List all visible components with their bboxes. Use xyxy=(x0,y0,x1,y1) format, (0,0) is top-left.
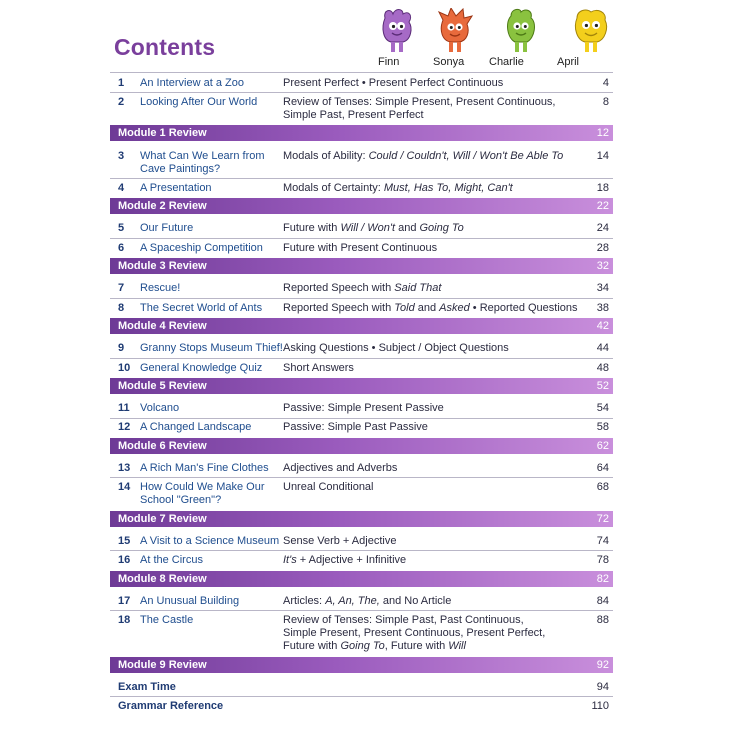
unit-title: A Rich Man's Fine Clothes xyxy=(140,462,269,474)
unit-page: 4 xyxy=(602,77,609,89)
unit-page: 74 xyxy=(596,535,609,547)
unit-title: Our Future xyxy=(140,222,194,234)
review-page: 82 xyxy=(596,573,609,585)
unit-grammar: Modals of Certainty: Must, Has To, Might, Can't xyxy=(283,182,513,194)
unit-number: 17 xyxy=(118,595,131,607)
unit-number: 2 xyxy=(118,96,125,108)
footer-page: 110 xyxy=(591,700,609,712)
unit-grammar: Short Answers xyxy=(283,362,354,374)
review-label: Module 4 Review xyxy=(118,320,207,332)
review-label: Module 8 Review xyxy=(118,573,207,585)
unit-grammar: Reported Speech with Told and Asked • Reported Questions xyxy=(283,302,578,314)
unit-grammar: Future with Will / Won't and Going To xyxy=(283,222,464,234)
unit-page: 34 xyxy=(596,282,609,294)
unit-number: 5 xyxy=(118,222,125,234)
unit-number: 15 xyxy=(118,535,131,547)
character-name: April xyxy=(557,56,580,68)
footer-exam-time xyxy=(118,681,613,694)
charlie-mascot-icon xyxy=(503,8,539,54)
review-label: Module 9 Review xyxy=(118,659,207,671)
unit-number: 8 xyxy=(118,302,125,314)
review-page: 32 xyxy=(596,260,609,272)
table-top-rule xyxy=(110,72,613,73)
unit-grammar: Modals of Ability: Could / Couldn't, Will / Won't Be Able To xyxy=(283,150,564,162)
review-page: 62 xyxy=(596,440,609,452)
review-label: Module 3 Review xyxy=(118,260,207,272)
unit-title: A Changed Landscape xyxy=(140,421,252,433)
unit-number: 1 xyxy=(118,77,125,89)
unit-grammar: Asking Questions • Subject / Object Questions xyxy=(283,342,509,354)
unit-page: 14 xyxy=(596,150,609,162)
character-name: Sonya xyxy=(433,56,465,68)
review-page: 52 xyxy=(596,380,609,392)
mascot-characters xyxy=(365,8,625,66)
review-page: 22 xyxy=(596,200,609,212)
unit-number: 12 xyxy=(118,421,131,433)
review-page: 42 xyxy=(596,320,609,332)
footer-label: Grammar Reference xyxy=(118,700,224,712)
review-page: 12 xyxy=(596,127,609,139)
unit-grammar: Present Perfect • Present Perfect Continuous xyxy=(283,77,504,89)
unit-page: 18 xyxy=(596,182,609,194)
unit-page: 58 xyxy=(596,421,609,433)
footer-label: Exam Time xyxy=(118,681,176,693)
unit-title: A Visit to a Science Museum xyxy=(140,535,280,547)
review-band-7 xyxy=(110,511,613,527)
review-band-5 xyxy=(110,378,613,394)
character-charlie xyxy=(489,8,549,66)
row-rule xyxy=(110,358,613,359)
row-rule xyxy=(110,477,613,478)
unit-number: 9 xyxy=(118,342,125,354)
review-label: Module 1 Review xyxy=(118,127,207,139)
unit-number: 6 xyxy=(118,242,125,254)
unit-number: 18 xyxy=(118,614,131,626)
unit-page: 84 xyxy=(596,595,609,607)
unit-title: General Knowledge Quiz xyxy=(140,362,263,374)
unit-page: 48 xyxy=(596,362,609,374)
review-label: Module 2 Review xyxy=(118,200,207,212)
unit-grammar: Review of Tenses: Simple Present, Present Continuous, Simple Past, Present Perfect xyxy=(283,96,556,121)
review-label: Module 7 Review xyxy=(118,513,207,525)
unit-number: 3 xyxy=(118,150,125,162)
footer-grammar-reference xyxy=(118,700,613,713)
review-label: Module 6 Review xyxy=(118,440,207,452)
unit-number: 7 xyxy=(118,282,125,294)
unit-page: 38 xyxy=(596,302,609,314)
unit-title: Looking After Our World xyxy=(140,96,258,108)
unit-title: At the Circus xyxy=(140,554,203,566)
unit-title: The Secret World of Ants xyxy=(140,302,263,314)
unit-grammar: Sense Verb + Adjective xyxy=(283,535,397,547)
review-band-3 xyxy=(110,258,613,274)
review-band-8 xyxy=(110,571,613,587)
unit-title: Rescue! xyxy=(140,282,181,294)
review-band-1 xyxy=(110,125,613,141)
unit-title: Granny Stops Museum Thief! xyxy=(140,342,283,354)
unit-title: How Could We Make Our School "Green"? xyxy=(140,481,265,506)
unit-number: 4 xyxy=(118,182,125,194)
unit-number: 13 xyxy=(118,462,131,474)
unit-title: A Presentation xyxy=(140,182,212,194)
unit-grammar: It's + Adjective + Infinitive xyxy=(283,554,407,566)
unit-grammar: Unreal Conditional xyxy=(283,481,374,493)
unit-grammar: Future with Present Continuous xyxy=(283,242,438,254)
review-band-4 xyxy=(110,318,613,334)
unit-grammar: Passive: Simple Present Passive xyxy=(283,402,444,414)
unit-grammar: Articles: A, An, The, and No Article xyxy=(283,595,452,607)
unit-page: 64 xyxy=(596,462,609,474)
unit-title: The Castle xyxy=(140,614,194,626)
unit-title: An Unusual Building xyxy=(140,595,240,607)
unit-title: A Spaceship Competition xyxy=(140,242,263,254)
review-page: 92 xyxy=(596,659,609,671)
character-name: Finn xyxy=(378,56,400,68)
unit-page: 54 xyxy=(596,402,609,414)
character-finn xyxy=(365,8,425,66)
row-rule xyxy=(110,178,613,179)
character-april xyxy=(557,8,617,66)
unit-page: 88 xyxy=(596,614,609,626)
unit-title: An Interview at a Zoo xyxy=(140,77,244,89)
unit-grammar: Passive: Simple Past Passive xyxy=(283,421,428,433)
review-band-2 xyxy=(110,198,613,214)
row-rule xyxy=(110,298,613,299)
unit-grammar: Reported Speech with Said That xyxy=(283,282,442,294)
unit-number: 11 xyxy=(118,402,130,414)
row-rule xyxy=(110,238,613,239)
sonya-mascot-icon xyxy=(437,8,473,54)
unit-page: 44 xyxy=(596,342,609,354)
row-rule xyxy=(110,550,613,551)
footer-page: 94 xyxy=(596,681,609,693)
unit-grammar: Review of Tenses: Simple Past, Past Continuous, Simple Present, Present Continuous, Present Perfect, Future with Going To, Future with Will xyxy=(283,614,546,652)
unit-number: 16 xyxy=(118,554,131,566)
april-mascot-icon xyxy=(571,8,611,54)
unit-title: What Can We Learn from Cave Paintings? xyxy=(140,150,265,175)
review-page: 72 xyxy=(596,513,609,525)
unit-number: 14 xyxy=(118,481,131,493)
unit-grammar: Adjectives and Adverbs xyxy=(283,462,398,474)
unit-page: 24 xyxy=(596,222,609,234)
unit-page: 78 xyxy=(596,554,609,566)
row-rule xyxy=(110,418,613,419)
unit-number: 10 xyxy=(118,362,131,374)
review-label: Module 5 Review xyxy=(118,380,207,392)
page-title: Contents xyxy=(114,34,216,60)
unit-page: 28 xyxy=(596,242,609,254)
character-name: Charlie xyxy=(489,56,524,68)
unit-page: 8 xyxy=(602,96,609,108)
character-sonya xyxy=(423,8,483,66)
review-band-6 xyxy=(110,438,613,454)
review-band-9 xyxy=(110,657,613,673)
row-rule xyxy=(110,696,613,697)
unit-title: Volcano xyxy=(140,402,180,414)
unit-page: 68 xyxy=(596,481,609,493)
row-rule xyxy=(110,92,613,93)
row-rule xyxy=(110,610,613,611)
finn-mascot-icon xyxy=(379,8,415,54)
